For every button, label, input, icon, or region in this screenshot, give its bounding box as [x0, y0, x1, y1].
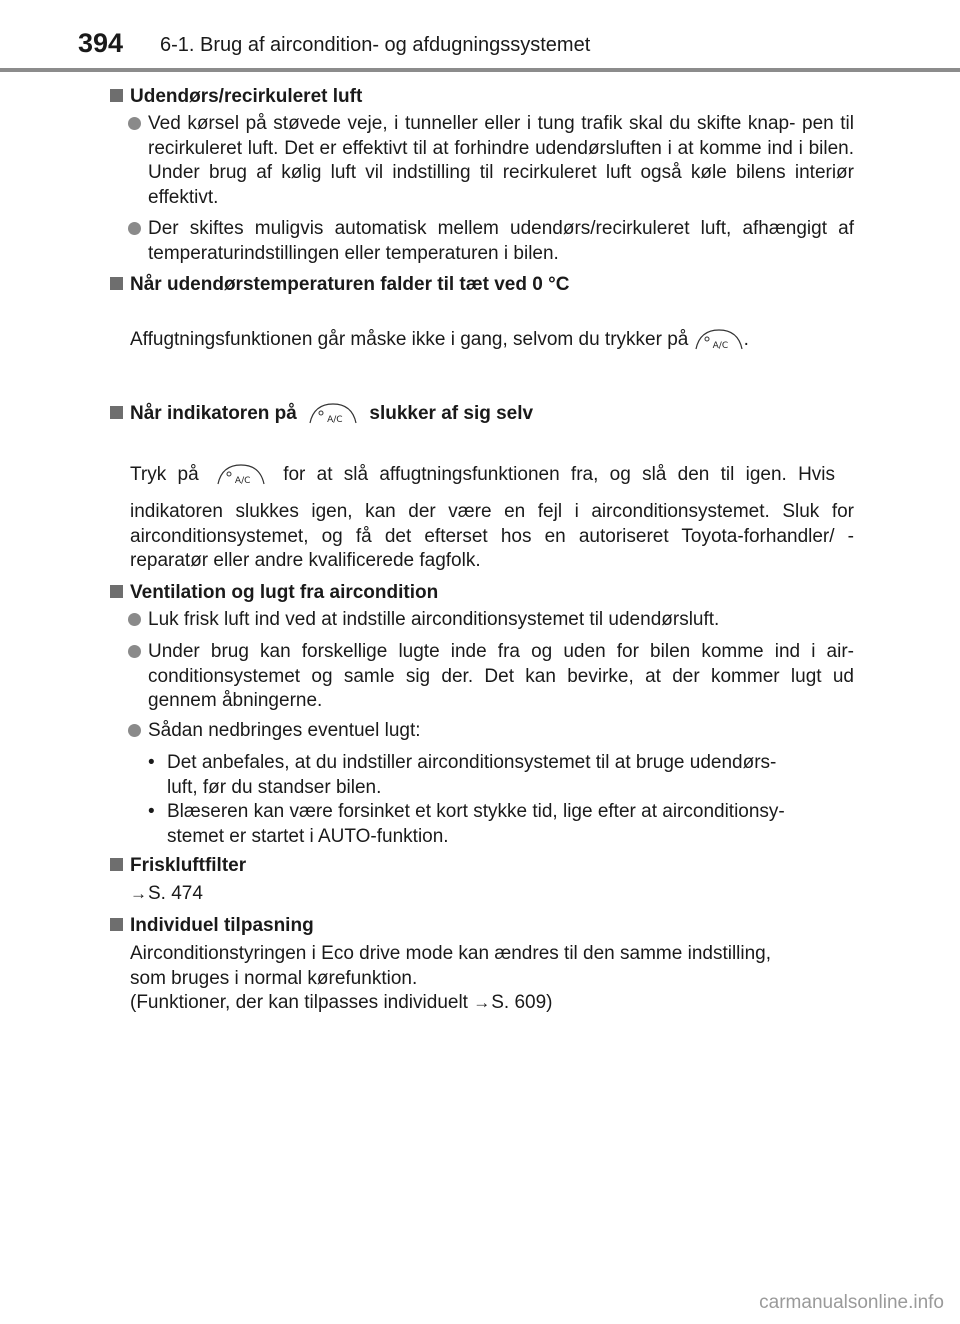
- paragraph: Airconditionstyringen i Eco drive mode kan ændres til den samme indstilling, som bruges i normal kørefunktion. (Funktioner, der kan tilpasses individuelt →S. 609): [130, 943, 772, 1013]
- section-heading-indicator-off: Når indikatoren på A/C slukker af sig selv: [110, 402, 533, 426]
- ac-button-icon: A/C: [308, 402, 358, 424]
- square-bullet-icon: [110, 918, 123, 931]
- page-reference: →S. 474: [130, 883, 203, 904]
- header-rule: [0, 68, 960, 72]
- dot-bullet-icon: •: [148, 752, 155, 773]
- arrow-right-icon: →: [473, 993, 491, 1012]
- chapter-title: 6-1. Brug af aircondition- og afdugningssystemet: [160, 34, 591, 56]
- section-heading-fresh-air-filter: Friskluftfilter: [110, 854, 246, 878]
- square-bullet-icon: [110, 585, 123, 598]
- bullet-item: Sådan nedbringes eventuel lugt:: [128, 719, 854, 744]
- dot-bullet-icon: •: [148, 801, 155, 822]
- section-heading-outdoor-recirc: Udendørs/recirkuleret luft: [110, 85, 362, 109]
- bullet-item: Under brug kan forskellige lugte inde fra og uden for bilen komme ind i air- conditionsystemet og samle sig der. Det kan bevirke, at der kommer lugt ud gennem åbningerne.: [128, 640, 854, 714]
- section-heading-customization: Individuel tilpasning: [110, 914, 314, 938]
- circle-bullet-icon: [128, 222, 141, 235]
- section-heading-near-zero: Når udendørstemperaturen falder til tæt ved 0 °C: [110, 273, 569, 297]
- square-bullet-icon: [110, 406, 123, 419]
- section-heading-ventilation: Ventilation og lugt fra aircondition: [110, 581, 438, 605]
- square-bullet-icon: [110, 858, 123, 871]
- square-bullet-icon: [110, 277, 123, 290]
- sub-list-item: • Blæseren kan være forsinket et kort stykke tid, lige efter at airconditionsy- stemet er startet i AUTO-funktion.: [148, 801, 785, 847]
- circle-bullet-icon: [128, 645, 141, 658]
- paragraph: Affugtningsfunktionen går måske ikke i gang, selvom du trykker på A/C .: [130, 329, 749, 351]
- sub-list-item: • Det anbefales, at du indstiller airconditionsystemet til at bruge udendørs- luft, før du standser bilen.: [148, 752, 777, 798]
- page-header: [0, 0, 960, 72]
- circle-bullet-icon: [128, 724, 141, 737]
- page-number: 394: [78, 28, 124, 58]
- arrow-right-icon: →: [130, 884, 147, 903]
- bullet-item: Luk frisk luft ind ved at indstille airconditionsystemet til udendørsluft.: [128, 608, 854, 633]
- circle-bullet-icon: [128, 613, 141, 626]
- paragraph: indikatoren slukkes igen, kan der være en fejl i airconditionsystemet. Sluk for airconditionsystemet, og få det efterset hos en autoriseret Toyota-forhandler/ -reparatør eller andre kvalificerede fagfolk.: [130, 501, 854, 571]
- ac-button-icon: A/C: [694, 328, 744, 350]
- square-bullet-icon: [110, 89, 123, 102]
- watermark: carmanualsonline.info: [759, 1292, 944, 1313]
- bullet-item: Der skiftes muligvis automatisk mellem udendørs/recirkuleret luft, afhængigt af temperaturindstillingen eller temperaturen i bilen.: [128, 217, 854, 266]
- paragraph-line: Tryk på A/C for at slå affugtningsfunktionen fra, og slå den til igen. Hvis: [130, 464, 836, 486]
- circle-bullet-icon: [128, 117, 141, 130]
- ac-button-icon: A/C: [216, 463, 266, 485]
- bullet-item: Ved kørsel på støvede veje, i tunneller eller i tung trafik skal du skifte knap- pen til recirkuleret luft. Det er effektivt til at forhindre udendørsluften i at komme ind i bilen. Under brug af kølig luft vil indstilling til recirkuleret luft også køle bilens interiør effektivt.: [128, 112, 854, 210]
